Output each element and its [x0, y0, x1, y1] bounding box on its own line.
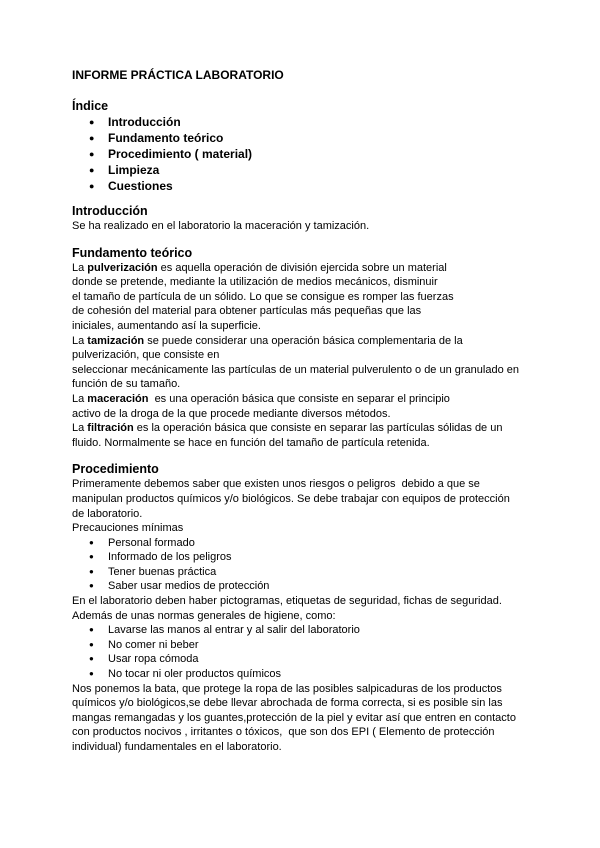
index-item: ● Fundamento teórico	[72, 130, 560, 146]
text-span: La	[72, 422, 88, 435]
text-line: fluido. Normalmente se hace en función del tamaño de partícula retenida.	[72, 436, 430, 449]
list-item: ● Saber usar medios de protección	[72, 579, 560, 594]
text-span: La	[72, 334, 88, 347]
text-line: de laboratorio.	[72, 507, 143, 520]
text-span: es la operación básica que consiste en separar las partículas sólidas de un	[133, 422, 503, 435]
document-title: INFORME PRÁCTICA LABORATORIO	[72, 68, 284, 82]
term-tamizacion: tamización	[87, 334, 145, 347]
text-line: donde se pretende, mediante la utilización de medios mecánicos, disminuir	[72, 276, 438, 289]
text-span: se puede considerar una operación básica complementaria de la	[144, 334, 463, 347]
maceracion-paragraph	[72, 392, 560, 421]
term-filtracion: filtración	[87, 422, 134, 435]
text-line: Nos ponemos la bata, que protege la ropa de las posibles salpicaduras de los productos	[72, 682, 502, 695]
text-line: con productos nocivos , irritantes o tóxicos, que son dos EPI ( Elemento de protección	[72, 726, 495, 739]
text-line: En el laboratorio deben haber pictogramas, etiquetas de seguridad, fichas de seguridad.	[72, 595, 502, 608]
term-maceracion: maceración	[87, 392, 149, 405]
list-item: ● Lavarse las manos al entrar y al salir del laboratorio	[72, 623, 560, 638]
text-line: manipulan productos químicos y/o biológicos. Se debe trabajar con equipos de protección	[72, 492, 510, 505]
text-line: químicos y/o biológicos,se debe llevar abrochada de forma correcta, si es posible sin las	[72, 697, 503, 710]
index-item: ● Procedimiento ( material)	[72, 146, 560, 162]
index-item: ● Cuestiones	[72, 178, 560, 194]
list-item: ● Personal formado	[72, 536, 560, 551]
text-span: La	[72, 392, 88, 405]
index-heading: Índice	[72, 99, 109, 113]
text-line: seleccionar mecánicamente las partículas de un material pulverulento o de un granulado en	[72, 363, 519, 376]
intro-text: Se ha realizado en el laboratorio la maceración y tamización.	[72, 220, 370, 232]
precauciones-list	[72, 536, 560, 594]
higiene-list	[72, 623, 560, 681]
text-line: individual) fundamentales en el laboratorio.	[72, 741, 282, 753]
tamizacion-paragraph	[72, 334, 560, 392]
intro-heading: Introducción	[72, 204, 148, 218]
list-item: ● No comer ni beber	[72, 638, 560, 653]
text-line: activo de la droga de la que procede mediante diversos métodos.	[72, 407, 391, 420]
list-item: ● Informado de los peligros	[72, 550, 560, 565]
text-line: mangas remangadas y los guantes,protección de la piel y evitar así que entren en contacto	[72, 711, 516, 724]
text-line: Primeramente debemos saber que existen unos riesgos o peligros debido a que se	[72, 478, 480, 491]
list-item: ● Tener buenas práctica	[72, 565, 560, 580]
procedimiento-heading: Procedimiento	[72, 462, 159, 477]
text-line: de cohesión del material para obtener partículas más pequeñas que las	[72, 305, 422, 318]
filtracion-paragraph	[72, 421, 560, 450]
list-item: ● Usar ropa cómoda	[72, 652, 560, 667]
index-item: ● Limpieza	[72, 162, 560, 178]
list-item: ● No tocar ni oler productos químicos	[72, 667, 560, 682]
text-line: función de su tamaño.	[72, 378, 181, 391]
text-line: iniciales, aumentando así la superficie.	[72, 319, 261, 332]
precauciones-label: Precauciones mínimas	[72, 522, 184, 535]
text-line: el tamaño de partícula de un sólido. Lo que se consigue es romper las fuerzas	[72, 290, 454, 303]
pulverizacion-paragraph	[72, 261, 560, 334]
text-span: es aquella operación de división ejercida sobre un material	[157, 261, 447, 274]
term-pulverizacion: pulverización	[87, 261, 158, 274]
text-line: Además de unas normas generales de higiene, como:	[72, 609, 336, 622]
text-span: es una operación básica que consiste en separar el principio	[148, 392, 450, 405]
fundamento-heading: Fundamento teórico	[72, 245, 193, 260]
index-list	[72, 114, 560, 194]
text-line: pulverización, que consiste en	[72, 349, 220, 362]
index-item: ● Introducción	[72, 114, 560, 130]
text-span: La	[72, 261, 88, 274]
